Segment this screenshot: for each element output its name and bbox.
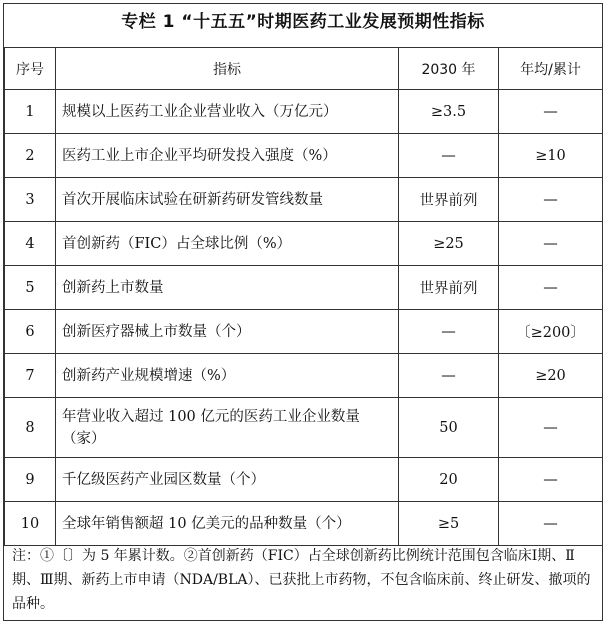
header-2030: 2030 年 [399, 48, 499, 90]
row-no: 7 [5, 354, 56, 398]
row-avg: — [499, 178, 603, 222]
header-indicator: 指标 [56, 48, 399, 90]
row-indicator: 创新药产业规模增速（%） [56, 354, 399, 398]
row-indicator: 千亿级医药产业园区数量（个） [56, 458, 399, 502]
row-avg: ≥10 [499, 134, 603, 178]
row-avg: — [499, 502, 603, 546]
row-avg: — [499, 458, 603, 502]
row-no: 6 [5, 310, 56, 354]
indicator-table [4, 47, 603, 546]
row-indicator: 医药工业上市企业平均研发投入强度（%） [56, 134, 399, 178]
table-row [5, 178, 603, 222]
row-indicator: 首创新药（FIC）占全球比例（%） [56, 222, 399, 266]
row-indicator: 规模以上医药工业企业营业收入（万亿元） [56, 90, 399, 134]
row-2030: — [399, 134, 499, 178]
row-no: 3 [5, 178, 56, 222]
table-row [5, 310, 603, 354]
row-no: 9 [5, 458, 56, 502]
table-row [5, 134, 603, 178]
row-2030: 世界前列 [399, 266, 499, 310]
table-note: 注：①〔〕为 5 年累计数。②首创新药（FIC）占全球创新药比例统计范围包含临床Ⅰ期、Ⅱ期、Ⅲ期、新药上市申请（NDA/BLA）、已获批上市药物，不包含临床前、终止研发、撤项的品种。 [12, 548, 591, 612]
table-row [5, 458, 603, 502]
table-row [5, 266, 603, 310]
row-2030: — [399, 354, 499, 398]
table-row [5, 222, 603, 266]
table-row [5, 502, 603, 546]
row-no: 5 [5, 266, 56, 310]
row-no: 4 [5, 222, 56, 266]
row-2030: ≥25 [399, 222, 499, 266]
header-avg: 年均/累计 [499, 48, 603, 90]
row-avg: — [499, 90, 603, 134]
row-avg: — [499, 398, 603, 458]
row-2030: ≥3.5 [399, 90, 499, 134]
row-2030: 世界前列 [399, 178, 499, 222]
row-no: 2 [5, 134, 56, 178]
row-2030: 20 [399, 458, 499, 502]
row-no: 10 [5, 502, 56, 546]
table-row [5, 398, 603, 458]
row-2030: 50 [399, 398, 499, 458]
row-indicator: 年营业收入超过 100 亿元的医药工业企业数量（家） [56, 398, 399, 458]
row-indicator: 创新医疗器械上市数量（个） [56, 310, 399, 354]
row-2030: — [399, 310, 499, 354]
row-indicator: 创新药上市数量 [56, 266, 399, 310]
row-avg: — [499, 266, 603, 310]
table-title: 专栏 1 “十五五”时期医药工业发展预期性指标 [121, 12, 485, 32]
row-indicator: 首次开展临床试验在研新药研发管线数量 [56, 178, 399, 222]
header-no: 序号 [5, 48, 56, 90]
row-2030: ≥5 [399, 502, 499, 546]
row-avg: ≥20 [499, 354, 603, 398]
row-indicator: 全球年销售额超 10 亿美元的品种数量（个） [56, 502, 399, 546]
header-row [5, 48, 603, 90]
row-avg: — [499, 222, 603, 266]
table-row [5, 90, 603, 134]
row-no: 8 [5, 398, 56, 458]
table-row [5, 354, 603, 398]
row-no: 1 [5, 90, 56, 134]
row-avg: 〔≥200〕 [499, 310, 603, 354]
